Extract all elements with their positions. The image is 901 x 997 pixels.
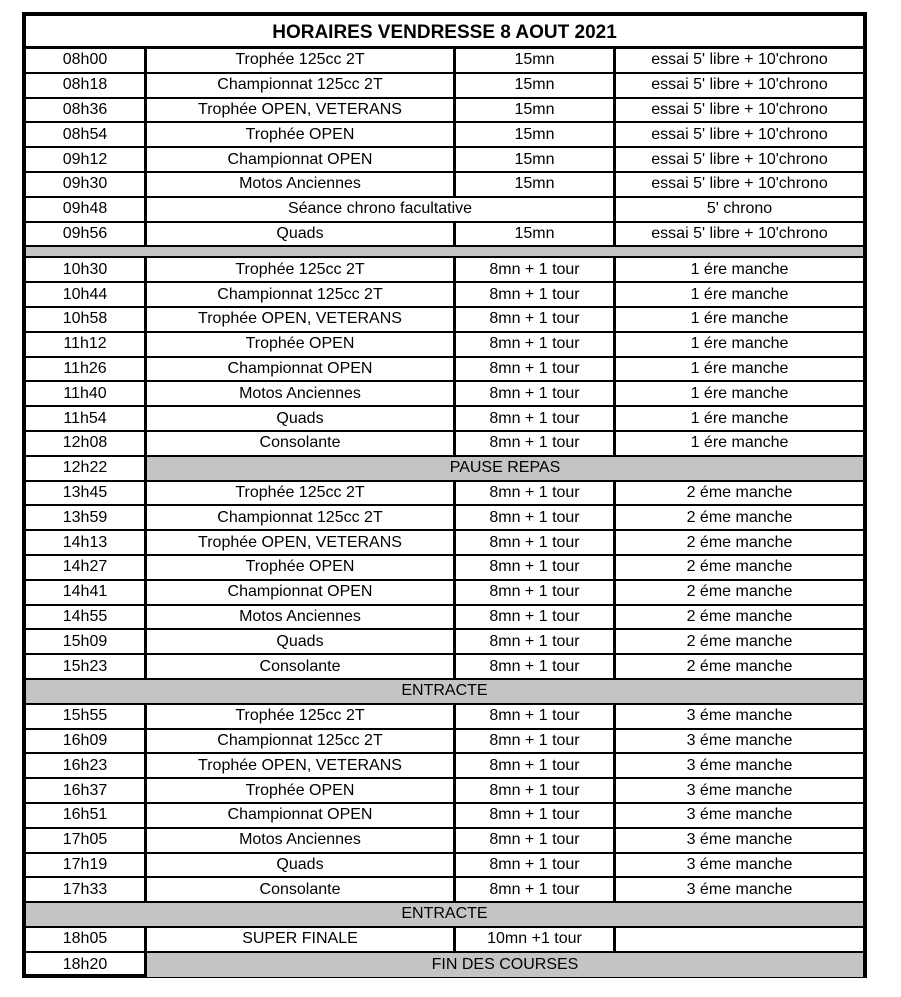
- break-label: PAUSE REPAS: [147, 457, 863, 480]
- session-cell: essai 5' libre + 10'chrono: [651, 150, 828, 168]
- duration-cell: 8mn + 1 tour: [456, 804, 616, 827]
- time-cell: 14h41: [26, 581, 147, 604]
- category-cell: Championnat OPEN: [147, 581, 456, 604]
- schedule-row: [26, 779, 863, 804]
- session-cell: essai 5' libre + 10'chrono: [651, 224, 828, 242]
- schedule-row: [26, 754, 863, 779]
- session-cell: 3 éme manche: [686, 731, 793, 749]
- duration-cell: 8mn + 1 tour: [456, 730, 616, 753]
- break-row: [26, 457, 863, 482]
- duration-cell: 8mn + 1 tour: [456, 829, 616, 852]
- category-cell: Motos Anciennes: [147, 382, 456, 405]
- time-cell: 10h30: [26, 258, 147, 281]
- time-cell: 16h37: [26, 779, 147, 802]
- time-cell: 12h08: [26, 432, 147, 455]
- time-cell: 17h05: [26, 829, 147, 852]
- schedule-row: [26, 308, 863, 333]
- schedule-row: [26, 556, 863, 581]
- duration-cell: 8mn + 1 tour: [456, 506, 616, 529]
- duration-cell: 15mn: [456, 148, 616, 171]
- time-cell: 14h55: [26, 606, 147, 629]
- session-cell: 3 éme manche: [686, 806, 793, 824]
- time-cell: 11h26: [26, 358, 147, 381]
- category-cell: Championnat OPEN: [147, 358, 456, 381]
- category-cell: Trophée OPEN: [147, 123, 456, 146]
- category-cell: Trophée OPEN, VETERANS: [147, 99, 456, 122]
- category-cell: SUPER FINALE: [147, 928, 456, 951]
- schedule-row: [26, 432, 863, 457]
- intermission-label: ENTRACTE: [26, 903, 863, 926]
- schedule-row: [26, 123, 863, 148]
- duration-cell: 10mn +1 tour: [456, 928, 616, 951]
- session-cell: 1 ére manche: [690, 260, 789, 278]
- duration-cell: 8mn + 1 tour: [456, 754, 616, 777]
- session-cell: 3 éme manche: [686, 781, 793, 799]
- duration-cell: 15mn: [456, 173, 616, 196]
- time-cell: 15h09: [26, 630, 147, 653]
- session-cell: 1 ére manche: [690, 409, 789, 427]
- duration-cell: 8mn + 1 tour: [456, 407, 616, 430]
- schedule-row: [26, 407, 863, 432]
- time-cell: 09h48: [26, 198, 147, 221]
- time-cell: 18h05: [26, 928, 147, 951]
- time-cell: 13h45: [26, 482, 147, 505]
- time-cell: 15h55: [26, 705, 147, 728]
- time-cell: 15h23: [26, 655, 147, 678]
- duration-cell: 8mn + 1 tour: [456, 556, 616, 579]
- schedule-row: [26, 99, 863, 124]
- category-cell: Championnat 125cc 2T: [147, 74, 456, 97]
- category-cell: Motos Anciennes: [147, 829, 456, 852]
- time-cell: 11h54: [26, 407, 147, 430]
- schedule-row: [26, 223, 863, 248]
- schedule-rows: [26, 49, 863, 977]
- schedule-row: [26, 333, 863, 358]
- duration-cell: 8mn + 1 tour: [456, 878, 616, 901]
- schedule-row: [26, 198, 863, 223]
- schedule-row: [26, 581, 863, 606]
- category-cell: Championnat 125cc 2T: [147, 730, 456, 753]
- intermission-row: [26, 903, 863, 928]
- category-cell: Championnat 125cc 2T: [147, 283, 456, 306]
- schedule-title: HORAIRES VENDRESSE 8 AOUT 2021: [26, 16, 863, 49]
- category-cell: Championnat OPEN: [147, 804, 456, 827]
- session-cell: 3 éme manche: [686, 880, 793, 898]
- duration-cell: 8mn + 1 tour: [456, 705, 616, 728]
- time-cell: 17h19: [26, 854, 147, 877]
- duration-cell: 8mn + 1 tour: [456, 531, 616, 554]
- category-cell: Championnat OPEN: [147, 148, 456, 171]
- schedule-row: [26, 878, 863, 903]
- duration-cell: 15mn: [456, 223, 616, 246]
- category-cell: Quads: [147, 854, 456, 877]
- category-cell: Trophée 125cc 2T: [147, 482, 456, 505]
- category-cell: Consolante: [147, 432, 456, 455]
- schedule-row: [26, 531, 863, 556]
- duration-cell: 8mn + 1 tour: [456, 333, 616, 356]
- session-cell: 1 ére manche: [690, 285, 789, 303]
- schedule-row: [26, 705, 863, 730]
- session-cell: essai 5' libre + 10'chrono: [651, 175, 828, 193]
- category-cell: Quads: [147, 630, 456, 653]
- schedule-row: [26, 606, 863, 631]
- category-cell: Championnat 125cc 2T: [147, 506, 456, 529]
- session-cell: 3 éme manche: [686, 831, 793, 849]
- schedule-row: [26, 74, 863, 99]
- time-cell: 10h44: [26, 283, 147, 306]
- schedule-row: [26, 482, 863, 507]
- schedule-row: [26, 173, 863, 198]
- time-cell: 14h13: [26, 531, 147, 554]
- category-cell: Trophée OPEN: [147, 556, 456, 579]
- time-cell: 17h33: [26, 878, 147, 901]
- category-cell: Quads: [147, 407, 456, 430]
- time-cell: 16h09: [26, 730, 147, 753]
- duration-cell: 15mn: [456, 123, 616, 146]
- session-cell: 1 ére manche: [690, 310, 789, 328]
- time-cell: 16h23: [26, 754, 147, 777]
- time-cell: 08h54: [26, 123, 147, 146]
- session-cell: 2 éme manche: [686, 583, 793, 601]
- category-cell: Motos Anciennes: [147, 606, 456, 629]
- duration-cell: 8mn + 1 tour: [456, 283, 616, 306]
- category-cell: Trophée OPEN, VETERANS: [147, 531, 456, 554]
- session-cell: essai 5' libre + 10'chrono: [651, 100, 828, 118]
- time-cell: 08h36: [26, 99, 147, 122]
- time-cell: 09h30: [26, 173, 147, 196]
- duration-cell: 8mn + 1 tour: [456, 606, 616, 629]
- session-cell: 3 éme manche: [686, 707, 793, 725]
- schedule-row: [26, 630, 863, 655]
- schedule-row: [26, 382, 863, 407]
- schedule-row: [26, 49, 863, 74]
- time-cell: 08h00: [26, 49, 147, 72]
- duration-cell: 15mn: [456, 74, 616, 97]
- schedule-row: [26, 655, 863, 680]
- duration-cell: 8mn + 1 tour: [456, 432, 616, 455]
- session-cell: essai 5' libre + 10'chrono: [651, 125, 828, 143]
- duration-cell: 8mn + 1 tour: [456, 779, 616, 802]
- time-cell: 12h22: [26, 457, 147, 480]
- schedule-row: [26, 148, 863, 173]
- category-cell: Trophée OPEN: [147, 333, 456, 356]
- schedule-row: [26, 804, 863, 829]
- session-cell: 2 éme manche: [686, 533, 793, 551]
- category-cell: Séance chrono facultative: [147, 198, 616, 221]
- category-cell: Trophée 125cc 2T: [147, 705, 456, 728]
- session-cell: 1 ére manche: [690, 384, 789, 402]
- duration-cell: 8mn + 1 tour: [456, 382, 616, 405]
- schedule-row: [26, 358, 863, 383]
- schedule-row: [26, 829, 863, 854]
- schedule-row: [26, 730, 863, 755]
- duration-cell: 8mn + 1 tour: [456, 630, 616, 653]
- session-cell: 2 éme manche: [686, 607, 793, 625]
- time-cell: 13h59: [26, 506, 147, 529]
- session-cell: 2 éme manche: [686, 632, 793, 650]
- schedule-row: [26, 258, 863, 283]
- break-row: [26, 953, 863, 978]
- duration-cell: 8mn + 1 tour: [456, 358, 616, 381]
- category-cell: Trophée OPEN: [147, 779, 456, 802]
- category-cell: Trophée OPEN, VETERANS: [147, 754, 456, 777]
- duration-cell: 8mn + 1 tour: [456, 308, 616, 331]
- time-cell: 09h12: [26, 148, 147, 171]
- duration-cell: 15mn: [456, 99, 616, 122]
- duration-cell: 15mn: [456, 49, 616, 72]
- duration-cell: 8mn + 1 tour: [456, 482, 616, 505]
- session-cell: 1 ére manche: [690, 434, 789, 452]
- category-cell: Motos Anciennes: [147, 173, 456, 196]
- duration-cell: 8mn + 1 tour: [456, 655, 616, 678]
- session-cell: [616, 928, 863, 951]
- time-cell: 08h18: [26, 74, 147, 97]
- time-cell: 16h51: [26, 804, 147, 827]
- section-divider: [26, 247, 863, 258]
- time-cell: 14h27: [26, 556, 147, 579]
- time-cell: 11h40: [26, 382, 147, 405]
- category-cell: Trophée 125cc 2T: [147, 258, 456, 281]
- duration-cell: 8mn + 1 tour: [456, 854, 616, 877]
- schedule-table: [22, 12, 867, 978]
- session-cell: 2 éme manche: [686, 483, 793, 501]
- break-label: FIN DES COURSES: [147, 953, 863, 978]
- time-cell: 09h56: [26, 223, 147, 246]
- schedule-row: [26, 283, 863, 308]
- category-cell: Quads: [147, 223, 456, 246]
- session-cell: 2 éme manche: [686, 657, 793, 675]
- session-cell: 1 ére manche: [690, 335, 789, 353]
- schedule-row: [26, 928, 863, 953]
- session-cell: 1 ére manche: [690, 359, 789, 377]
- session-cell: essai 5' libre + 10'chrono: [651, 51, 828, 69]
- session-cell: 3 éme manche: [686, 756, 793, 774]
- session-cell: 3 éme manche: [686, 855, 793, 873]
- duration-cell: 8mn + 1 tour: [456, 581, 616, 604]
- session-cell: 2 éme manche: [686, 508, 793, 526]
- session-cell: essai 5' libre + 10'chrono: [651, 76, 828, 94]
- category-cell: Trophée 125cc 2T: [147, 49, 456, 72]
- category-cell: Consolante: [147, 878, 456, 901]
- category-cell: Trophée OPEN, VETERANS: [147, 308, 456, 331]
- session-cell: 2 éme manche: [686, 558, 793, 576]
- intermission-label: ENTRACTE: [26, 680, 863, 703]
- schedule-row: [26, 506, 863, 531]
- session-cell: 5' chrono: [706, 200, 773, 218]
- category-cell: Consolante: [147, 655, 456, 678]
- time-cell: 11h12: [26, 333, 147, 356]
- schedule-row: [26, 854, 863, 879]
- time-cell: 10h58: [26, 308, 147, 331]
- intermission-row: [26, 680, 863, 705]
- time-cell: 18h20: [26, 953, 147, 978]
- duration-cell: 8mn + 1 tour: [456, 258, 616, 281]
